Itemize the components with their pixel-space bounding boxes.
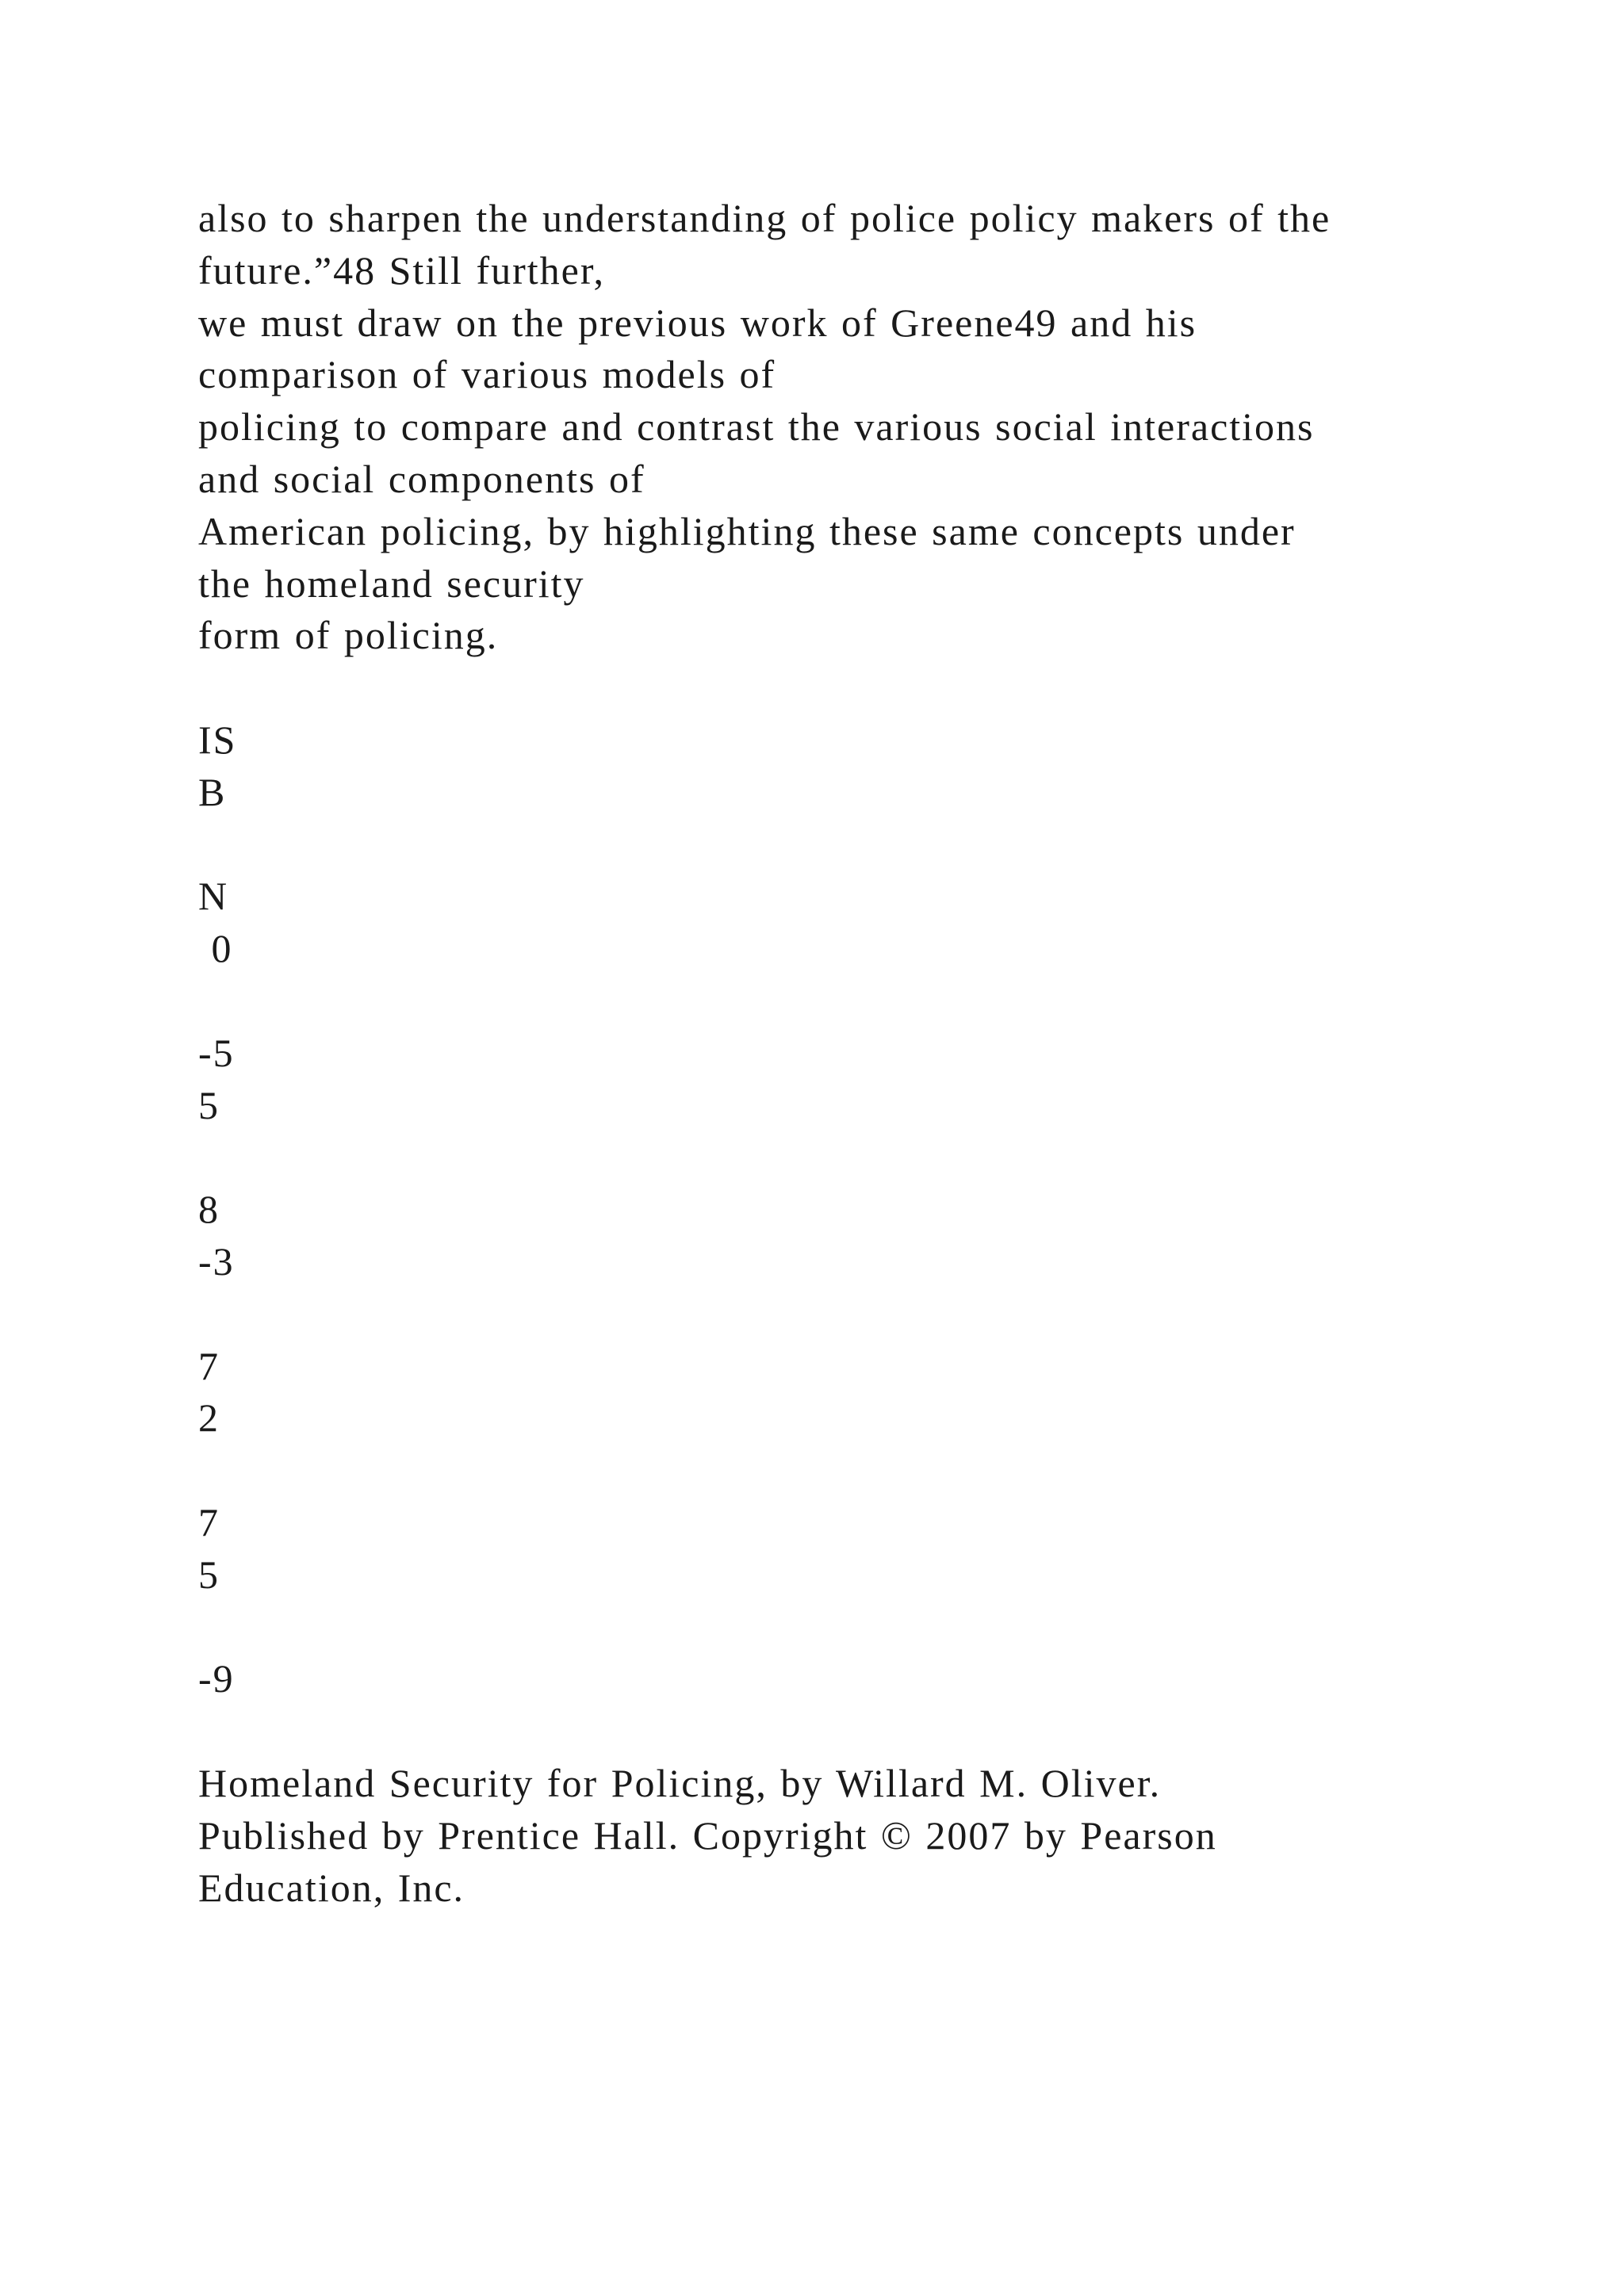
isbn-fragment: 7	[198, 1343, 220, 1388]
isbn-fragment	[198, 1601, 1546, 1654]
isbn-fragment: B	[198, 769, 227, 814]
text-line: American policing, by highlighting these same concepts under	[198, 508, 1296, 553]
isbn-fragment: -3	[198, 1238, 235, 1284]
isbn-fragment: N	[198, 874, 229, 919]
copyright-footer	[198, 1758, 1546, 1914]
isbn-fragment	[198, 975, 1546, 1027]
footer-line: Education, Inc.	[198, 1865, 465, 1910]
isbn-fragment: IS	[198, 717, 237, 762]
text-line: also to sharpen the understanding of police policy makers of the	[198, 196, 1331, 240]
text-line: future.”48 Still further,	[198, 247, 605, 293]
isbn-fragment: 7	[198, 1499, 220, 1544]
isbn-watermark	[198, 714, 1546, 1705]
isbn-fragment: 5	[198, 1552, 220, 1597]
isbn-fragment: -9	[198, 1656, 235, 1701]
isbn-fragment	[198, 1288, 1546, 1341]
isbn-fragment: -5	[198, 1030, 235, 1075]
isbn-fragment: 0	[198, 926, 233, 971]
isbn-fragment	[198, 819, 1546, 871]
text-line: comparison of various models of	[198, 352, 776, 397]
body-paragraph	[198, 193, 1546, 662]
text-line: the homeland security	[198, 561, 585, 606]
document-page	[198, 193, 1546, 1914]
footer-line: Homeland Security for Policing, by Willard M. Oliver.	[198, 1760, 1162, 1805]
spacer	[198, 662, 1546, 714]
text-line: form of policing.	[198, 613, 499, 658]
spacer	[198, 1705, 1546, 1758]
isbn-fragment: 8	[198, 1187, 220, 1232]
text-line: we must draw on the previous work of Greene49 and his	[198, 300, 1197, 345]
text-line: policing to compare and contrast the various social interactions	[198, 404, 1315, 450]
isbn-fragment	[198, 1445, 1546, 1497]
text-line: and social components of	[198, 456, 645, 501]
isbn-fragment: 5	[198, 1082, 220, 1127]
isbn-fragment: 2	[198, 1395, 220, 1441]
footer-line: Published by Prentice Hall. Copyright © 2007 by Pearson	[198, 1812, 1217, 1858]
isbn-fragment	[198, 1131, 1546, 1184]
